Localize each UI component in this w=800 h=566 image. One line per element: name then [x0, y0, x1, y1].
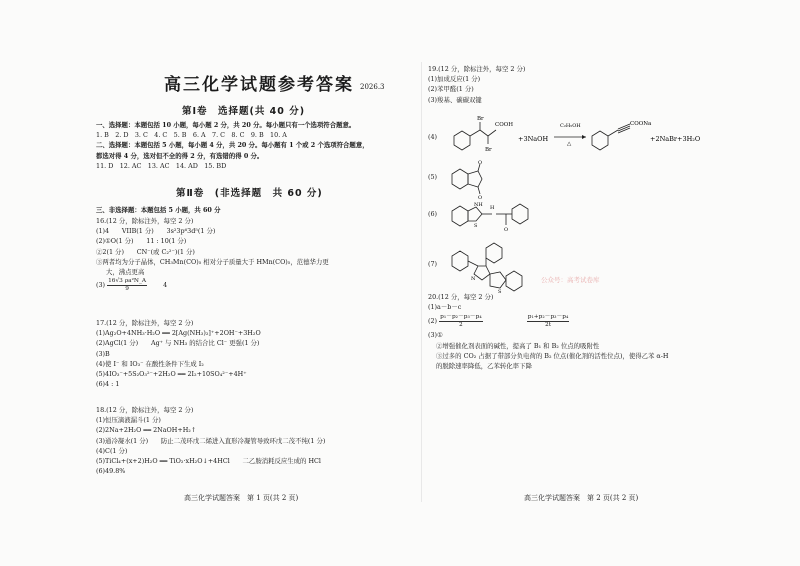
- s-label: S: [474, 223, 478, 229]
- reagent-label: +3NaOH: [518, 135, 549, 143]
- q17-block: [96, 318, 261, 389]
- q16-part3-label: (3): [96, 281, 106, 290]
- benzene-ring: [486, 243, 502, 263]
- watermark: 公众号：高考试卷库: [541, 276, 600, 284]
- q19-6-label: (6): [428, 210, 438, 218]
- q18-line: (1)恒压滴液漏斗(1 分): [96, 416, 161, 425]
- q19-6-structure: [446, 197, 556, 233]
- q20-line: (3)①: [428, 331, 443, 340]
- product-tail: +2NaBr+3H₂O: [650, 135, 701, 143]
- q20-line: (1)a－b－c: [428, 303, 462, 312]
- sec3-block: [96, 205, 221, 215]
- q19-head: 19.(12 分，除标注外，每空 2 分): [428, 65, 526, 73]
- sec1-answers: 1. B 2. D 3. C 4. C 5. B 6. A 7. C 8. C 9. B 10. A: [96, 131, 287, 140]
- q20-fraction-1: [439, 314, 483, 329]
- coona-label: COONa: [630, 121, 652, 127]
- q18-block: [96, 405, 325, 476]
- part2-heading: 第Ⅱ卷 (非选择题 共 60 分): [176, 188, 323, 199]
- q20-frac2-num: p₁+p₂－p₃－p₄: [527, 313, 569, 320]
- q20-2-label: (2): [428, 317, 438, 326]
- sec2-title-b: 都选对得 4 分，选对但不全的得 2 分，有选错的得 0 分。: [96, 151, 264, 160]
- q17-line: (2)AgCl(1 分) Ag⁺ 与 NH₃ 的结合比 Cl⁻ 更强(1 分): [96, 339, 260, 348]
- q18-line: (4)C(1 分): [96, 446, 128, 455]
- q16-part3-value: 4: [163, 281, 168, 290]
- q19-line: (1)加成反应(1 分): [428, 75, 481, 84]
- q16-line-3: [96, 277, 329, 293]
- q17-line: (6)4 : 1: [96, 380, 120, 389]
- q19-block: [428, 64, 525, 105]
- footer-right: 高三化学试题答案 第 2 页(共 2 页): [524, 494, 639, 502]
- q18-line: (6)49.8%: [96, 467, 126, 476]
- q17-line: (5)4IO₃⁻+5S₂O₃²⁻+2H₂O ══ 2I₂+10SO₄²⁻+4H⁺: [96, 369, 247, 378]
- q20-head: 20.(12 分，每空 2 分): [428, 293, 494, 301]
- q17-line: (3)B: [96, 349, 110, 358]
- part1-heading: 第Ⅰ卷 选择题(共 40 分): [182, 106, 306, 117]
- q20-line: ②增强催化剂表面的碱性，提高了 B₁ 和 B₂ 位点的吸附性: [436, 341, 600, 350]
- q20-line: 的脱除速率降低，乙苯转化率下降: [436, 361, 532, 370]
- q16-head: 16.(12 分，除标注外，每空 2 分): [96, 217, 194, 225]
- q18-head: 18.(12 分，除标注外，每空 2 分): [96, 406, 194, 414]
- sec2-answers: 11. D 12. AC 13. AC 14. AD 15. BD: [96, 161, 227, 170]
- nh-label: NH: [474, 202, 483, 208]
- q19-5-label: (5): [428, 173, 438, 181]
- q18-line: (2)2Na+2H₂O ══ 2NaOH+H₂↑: [96, 426, 197, 435]
- carbonyl-bond: [478, 187, 480, 194]
- q16-fraction: [107, 278, 147, 293]
- o-label: O: [478, 160, 483, 166]
- bond: [468, 261, 478, 266]
- bond: [488, 130, 496, 136]
- q20-line-2: [428, 312, 668, 330]
- n-label: N: [471, 276, 476, 282]
- benzene-ring: [592, 131, 608, 150]
- q20-frac1-num: p₁－p₂－p₃－p₄: [440, 313, 482, 320]
- five-ring: [474, 266, 490, 280]
- q17-line: (4)使 I⁻ 和 IO₃⁻ 在酸性条件下生成 I₂: [96, 359, 204, 368]
- o-label: O: [478, 195, 483, 200]
- bond: [470, 130, 480, 136]
- arrow-head: [582, 135, 586, 139]
- q20-frac1-den: 2: [459, 321, 463, 328]
- q16-line: ②2(1 分) CN⁻(或 C₂²⁻)(1 分): [96, 247, 195, 256]
- q19-7-label: (7): [428, 260, 438, 268]
- benzene-ring: [506, 271, 522, 291]
- q16-line: 大，沸点更高: [106, 267, 145, 276]
- condition-bottom: △: [567, 141, 572, 147]
- br-label: Br: [485, 147, 492, 153]
- benzene-ring: [512, 204, 528, 224]
- q16-frac-den: 9: [125, 285, 129, 292]
- sec1-title: 一、选择题：本题包括 10 小题，每小题 2 分，共 20 分。每小题只有一个选项符合题意。: [96, 121, 356, 129]
- benzene-ring: [452, 169, 468, 189]
- benzene-ring: [452, 206, 468, 226]
- q19-4-label: (4): [428, 133, 438, 141]
- o-label: O: [504, 227, 509, 233]
- thiazole-ring: [490, 272, 506, 288]
- bond: [480, 130, 488, 136]
- q16-line: (2)①O(1 分) 11 : 10(1 分): [96, 237, 187, 246]
- cooh-label: COOH: [495, 122, 514, 128]
- q16-line: (1)4 VIIB(1 分) 3s²3p⁶3d⁵(1 分): [96, 227, 216, 236]
- q19-7-structure: [446, 238, 546, 294]
- q17-line: (1)Ag₂O+4NH₃·H₂O ══ 2[Ag(NH₃)₂]⁺+2OH⁻+3H₂O: [96, 329, 261, 338]
- page-divider: [421, 62, 422, 502]
- benzene-ring: [454, 131, 470, 150]
- five-ring: [468, 171, 482, 187]
- q19-line: (3)羧基、碳碳双键: [428, 95, 482, 104]
- part1-section: [96, 120, 369, 171]
- br-label: Br: [477, 116, 484, 122]
- q19-reaction-equation: [440, 112, 720, 156]
- sec3-title: 三、非选择题：本题包括 5 小题，共 60 分: [96, 206, 221, 214]
- q19-5-structure: [446, 160, 496, 200]
- q20-line: ③过多的 CO₂ 占据了带部分负电荷的 B₂ 位点(催化剂的活性位点)，使得乙苯 α-H: [436, 351, 669, 360]
- q20-fraction-2: [527, 314, 570, 329]
- s-label: S: [498, 289, 502, 294]
- q20-frac2-den: 2t: [545, 321, 552, 328]
- thiazole-ring: [468, 207, 482, 221]
- condition-top: C₂H₅OH: [560, 123, 581, 129]
- footer-left: 高三化学试题答案 第 1 页(共 2 页): [184, 494, 299, 502]
- q16-frac-num: 16√3 ρa²N_A: [108, 277, 147, 284]
- q20-block: [428, 292, 668, 371]
- q16-block: [96, 216, 329, 293]
- q16-line: ③两者均为分子晶体，CH₃Mn(CO)₅ 相对分子质量大于 HMn(CO)₅，范德华力更: [96, 257, 329, 266]
- q18-line: (3)通冷凝水(1 分) 防止二茂环戊二烯进入直形冷凝管导致环戊二茂不纯(1 分): [96, 436, 326, 445]
- q19-line: (2)苯甲醛(1 分): [428, 85, 474, 94]
- bond: [608, 130, 618, 136]
- page-title: 高三化学试题参考答案: [164, 75, 354, 95]
- benzene-ring: [452, 251, 468, 271]
- q17-head: 17.(12 分，除标注外，每空 2 分): [96, 319, 194, 327]
- exam-date: 2026.3: [360, 83, 385, 91]
- sec2-title-a: 二、选择题：本题包括 5 小题，每小题 4 分，共 20 分。每小题有 1 个或 2 个选项符合题意，: [96, 141, 369, 150]
- q18-line: (5)TiCl₄+(x+2)H₂O ══ TiO₂·xH₂O↓+4HCl 二乙胺消耗反应生成的 HCl: [96, 456, 321, 465]
- h-label: H: [490, 205, 495, 211]
